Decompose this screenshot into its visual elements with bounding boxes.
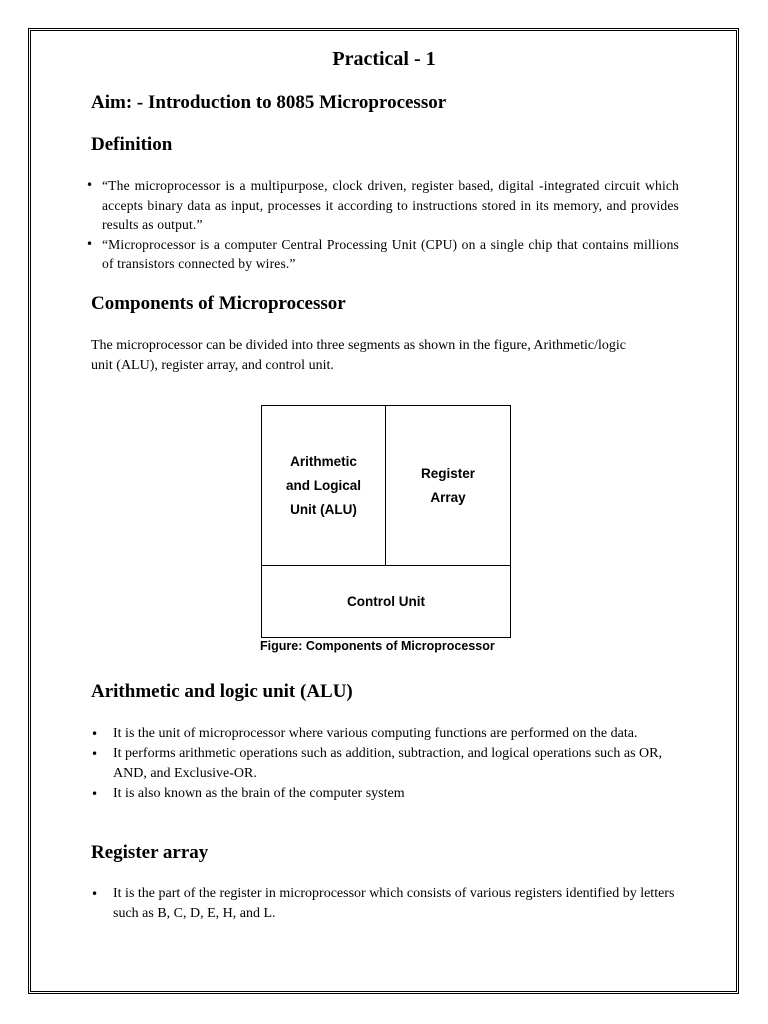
list-item (91, 724, 681, 744)
bullet-icon: • (91, 887, 99, 901)
bullet-icon: • (91, 787, 99, 801)
definition-heading: Definition (91, 134, 173, 155)
components-intro: The microprocessor can be divided into three segments as shown in the figure, Arithmetic/logic unit (ALU), register array, and control unit. (91, 338, 626, 373)
figure-control-block (262, 566, 510, 637)
bullet-icon: • (91, 727, 99, 741)
alu-text-1: It is the unit of microprocessor where various computing functions are performed on the data. (113, 726, 638, 741)
alu-list (91, 724, 681, 804)
list-item (86, 176, 679, 235)
bullet-icon: • (86, 178, 94, 192)
bullet-icon: • (91, 747, 99, 761)
figure-alu-label: Arithmetic and Logical Unit (ALU) (285, 453, 361, 517)
aim-heading: Aim: - Introduction to 8085 Microprocessor (91, 92, 447, 113)
figure-control-label: Control Unit (347, 593, 425, 609)
components-figure (261, 405, 511, 638)
alu-text-2: It performs arithmetic operations such as addition, subtraction, and logical operations such as OR, AND, and Exclusive-OR. (113, 746, 662, 781)
figure-register-block (386, 406, 510, 566)
register-heading: Register array (91, 842, 209, 863)
register-text-1: It is the part of the register in microprocessor which consists of various registers identified by letters such as B, C, D, E, H, and L. (113, 886, 675, 921)
alu-heading: Arithmetic and logic unit (ALU) (91, 681, 353, 702)
figure-register-label: Register Array (420, 465, 476, 505)
figure-caption: Figure: Components of Microprocessor (260, 639, 495, 653)
page-title: Practical - 1 (332, 48, 436, 70)
list-item (86, 235, 679, 274)
list-item (91, 784, 681, 804)
bullet-icon: • (86, 236, 94, 251)
list-item (91, 744, 681, 784)
definition-text-2: “Microprocessor is a computer Central Processing Unit (CPU) on a single chip that contains millions of transistors connected by wires.” (102, 236, 679, 271)
figure-alu-block (262, 406, 386, 566)
register-list (91, 884, 681, 924)
definition-text-1: “The microprocessor is a multipurpose, clock driven, register based, digital -integrated circuit which accepts binary data as input, processes it according to instructions stored in its memory, and provides results as output.” (102, 178, 679, 232)
components-heading: Components of Microprocessor (91, 293, 346, 314)
definition-list (86, 176, 679, 274)
alu-text-3: It is also known as the brain of the computer system (113, 786, 405, 801)
list-item (91, 884, 681, 924)
